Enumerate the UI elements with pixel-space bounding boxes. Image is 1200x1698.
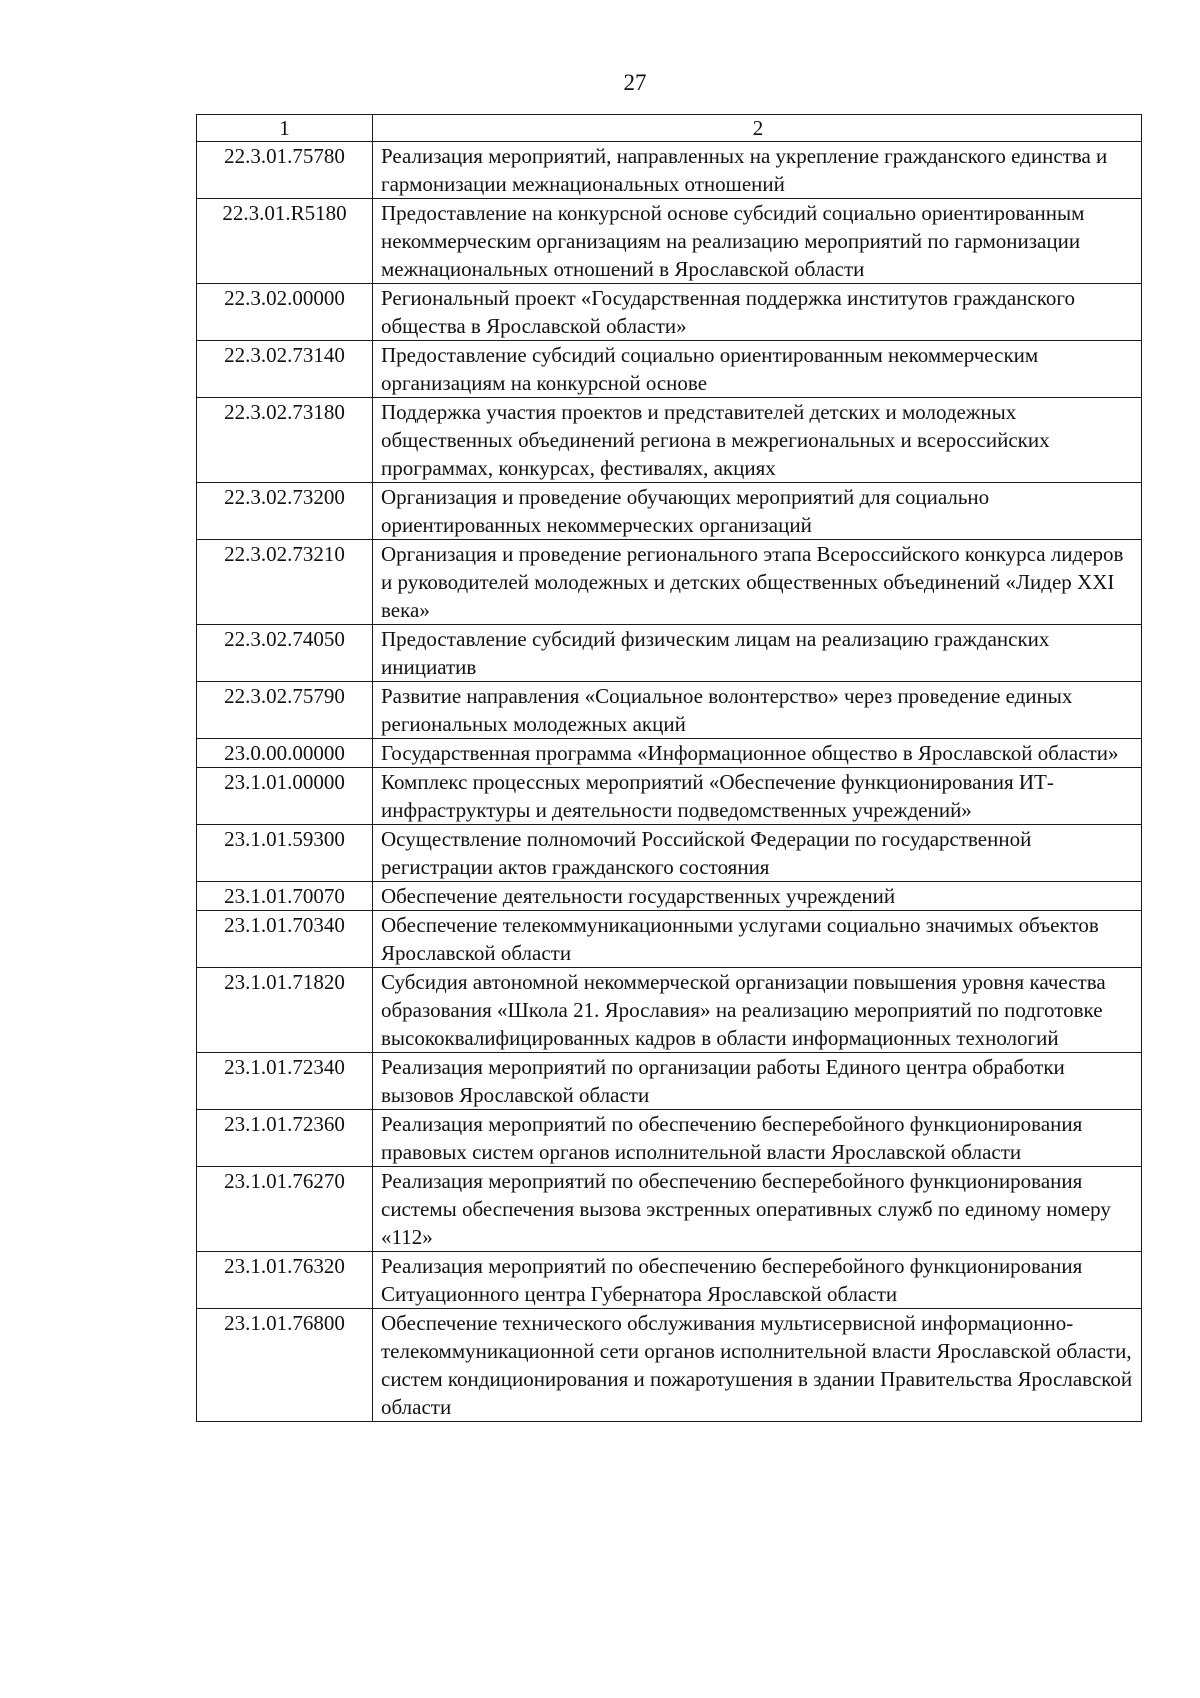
row-code: 22.3.02.00000 (197, 284, 373, 341)
table-row (197, 483, 1142, 540)
row-code: 23.1.01.00000 (197, 768, 373, 825)
row-code: 23.1.01.70340 (197, 911, 373, 968)
table-header-row (197, 115, 1142, 142)
row-name: Реализация мероприятий по обеспечению бесперебойного функционирования системы обеспечения вызова экстренных оперативных служб по единому номеру «112» (373, 1167, 1142, 1252)
row-name: Развитие направления «Социальное волонтерство» через проведение единых региональных молодежных акций (373, 682, 1142, 739)
table-row (197, 398, 1142, 483)
table-row (197, 682, 1142, 739)
table-row (197, 768, 1142, 825)
table-row (197, 1110, 1142, 1167)
row-code: 22.3.02.73140 (197, 341, 373, 398)
table-row (197, 341, 1142, 398)
row-name: Реализация мероприятий по обеспечению бесперебойного функционирования правовых систем органов исполнительной власти Ярославской области (373, 1110, 1142, 1167)
row-code: 22.3.02.74050 (197, 625, 373, 682)
table-row (197, 625, 1142, 682)
row-name: Реализация мероприятий по организации работы Единого центра обработки вызовов Ярославской области (373, 1053, 1142, 1110)
table-row (197, 739, 1142, 768)
row-code: 22.3.01.R5180 (197, 199, 373, 284)
row-code: 23.1.01.59300 (197, 825, 373, 882)
row-name: Обеспечение деятельности государственных учреждений (373, 882, 1142, 911)
table-row (197, 1309, 1142, 1422)
row-code: 22.3.02.73210 (197, 540, 373, 625)
table-row (197, 911, 1142, 968)
row-name: Поддержка участия проектов и представителей детских и молодежных общественных объединений региона в межрегиональных и всероссийских программах, конкурсах, фестивалях, акциях (373, 398, 1142, 483)
row-name: Осуществление полномочий Российской Федерации по государственной регистрации актов гражданского состояния (373, 825, 1142, 882)
row-name: Организация и проведение регионального этапа Всероссийского конкурса лидеров и руководителей молодежных и детских общественных объединений «Лидер XXI века» (373, 540, 1142, 625)
row-code: 23.1.01.70070 (197, 882, 373, 911)
row-code: 22.3.01.75780 (197, 142, 373, 199)
table-row (197, 968, 1142, 1053)
row-name: Субсидия автономной некоммерческой организации повышения уровня качества образования «Школа 21. Ярославия» на реализацию мероприятий по подготовке высококвалифицированных кадров в области информационных технологий (373, 968, 1142, 1053)
row-name: Реализация мероприятий, направленных на укрепление гражданского единства и гармонизации межнациональных отношений (373, 142, 1142, 199)
table-row (197, 882, 1142, 911)
table-row (197, 1252, 1142, 1309)
row-name: Предоставление субсидий социально ориентированным некоммерческим организациям на конкурсной основе (373, 341, 1142, 398)
budget-classification-table (196, 114, 1142, 1422)
row-code: 23.1.01.72340 (197, 1053, 373, 1110)
table-row (197, 199, 1142, 284)
row-name: Обеспечение телекоммуникационными услугами социально значимых объектов Ярославской области (373, 911, 1142, 968)
row-name: Реализация мероприятий по обеспечению бесперебойного функционирования Ситуационного центра Губернатора Ярославской области (373, 1252, 1142, 1309)
row-name: Предоставление на конкурсной основе субсидий социально ориентированным некоммерческим организациям на реализацию мероприятий по гармонизации межнациональных отношений в Ярославской области (373, 199, 1142, 284)
row-code: 23.1.01.76320 (197, 1252, 373, 1309)
table-row (197, 540, 1142, 625)
row-code: 22.3.02.73200 (197, 483, 373, 540)
row-code: 23.1.01.71820 (197, 968, 373, 1053)
table-row (197, 1053, 1142, 1110)
row-name: Предоставление субсидий физическим лицам на реализацию гражданских инициатив (373, 625, 1142, 682)
row-name: Обеспечение технического обслуживания мультисервисной информационно-телекоммуникационной сети органов исполнительной власти Ярославской области, систем кондиционирования и пожаротушения в здании Правительства Ярославской области (373, 1309, 1142, 1422)
table-row (197, 1167, 1142, 1252)
row-code: 23.1.01.76800 (197, 1309, 373, 1422)
row-code: 23.0.00.00000 (197, 739, 373, 768)
row-code: 22.3.02.73180 (197, 398, 373, 483)
table-row (197, 142, 1142, 199)
page-number: 27 (623, 70, 647, 95)
table-row (197, 825, 1142, 882)
header-column-2: 2 (373, 115, 1142, 142)
row-name: Региональный проект «Государственная поддержка институтов гражданского общества в Ярославской области» (373, 284, 1142, 341)
row-code: 23.1.01.76270 (197, 1167, 373, 1252)
row-name: Организация и проведение обучающих мероприятий для социально ориентированных некоммерческих организаций (373, 483, 1142, 540)
row-code: 22.3.02.75790 (197, 682, 373, 739)
row-code: 23.1.01.72360 (197, 1110, 373, 1167)
row-name: Комплекс процессных мероприятий «Обеспечение функционирования ИТ-инфраструктуры и деятельности подведомственных учреждений» (373, 768, 1142, 825)
table-row (197, 284, 1142, 341)
row-name: Государственная программа «Информационное общество в Ярославской области» (373, 739, 1142, 768)
header-column-1: 1 (197, 115, 373, 142)
